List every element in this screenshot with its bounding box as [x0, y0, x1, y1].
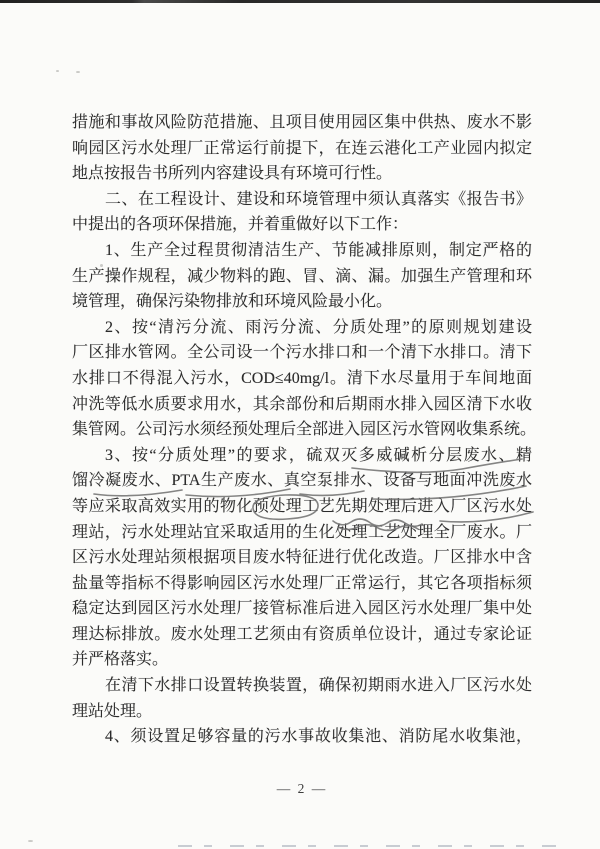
scan-speck [76, 71, 80, 73]
text-line: 稳定达到园区污水处理厂接管标准后进入园区污水处理厂集中处 [72, 600, 532, 618]
text-line: 境管理，确保污染物排放和环境风险最小化。 [72, 293, 393, 311]
text-line: 理站，污水处理站宜采取适用的生化处理工艺处理全厂废水。厂 [72, 523, 532, 541]
text-line: 二、在工程设计、建设和环境管理中须认真落实《报告书》 [105, 190, 532, 208]
text-line: 冲洗等低水质要求用水，其余部份和后期雨水排入园区清下水收 [72, 395, 532, 413]
text-line: 措施和事故风险防范措施、且项目使用园区集中供热、废水不影 [72, 114, 532, 131]
text-line: 在清下水排口设置转换装置，确保初期雨水进入厂区污水处 [105, 677, 532, 695]
text-line: 水排口不得混入污水，COD≤40mg/l。清下水尽量用于车间地面 [72, 369, 532, 387]
text-line: 厂区排水管网。全公司设一个污水排口和一个清下水排口。清下 [72, 344, 532, 362]
text-line: 理站处理。 [72, 702, 153, 720]
text-line: 响园区污水处理厂正常运行前提下，在连云港化工产业园内拟定 [72, 139, 532, 157]
text-line: 生产操作规程，减少物料的跑、冒、滴、漏。加强生产管理和环 [72, 267, 532, 285]
page-number: — 2 — [276, 781, 328, 796]
text-line: 1、生产全过程贯彻清洁生产、节能减排原则，制定严格的 [105, 241, 532, 259]
text-line: 区污水处理站须根据项目废水特征进行优化改造。厂区排水中含 [72, 549, 532, 567]
scan-artifact-top-edge [0, 0, 600, 3]
text-line: 2、按“清污分流、雨污分流、分质处理”的原则规划建设 [105, 318, 532, 336]
text-line: 3、按“分质处理”的要求，硫双灭多威碱析分层废水、精 [105, 446, 532, 464]
text-line: 盐量等指标不得影响园区污水处理厂正常运行，其它各项指标须 [72, 574, 532, 592]
text-line: 馏冷凝废水、PTA生产废水、真空泵排水、设备与地面冲洗废水 [72, 472, 532, 490]
text-line: 理达标排放。废水处理工艺须由有资质单位设计，通过专家论证 [72, 625, 532, 643]
text-line: 4、须设置足够容量的污水事故收集池、消防尾水收集池， [105, 728, 532, 746]
scan-speck [28, 840, 33, 842]
text-line: 并严格落实。 [72, 651, 169, 669]
text-line: 等应采取高效实用的物化预处理工艺先期处理后进入厂区污水处 [72, 497, 532, 515]
document-body [72, 110, 537, 750]
text-line: 中提出的各项环保措施，并着重做好以下工作： [72, 216, 409, 234]
scan-speck [56, 70, 59, 72]
text-line: 地点按报告书所列内容建设具有环境可行性。 [72, 165, 393, 183]
text-line: 集管网。公司污水须经预处理后全部进入园区污水管网收集系统。 [72, 421, 537, 439]
scan-artifact-bottom-edge [178, 845, 560, 847]
